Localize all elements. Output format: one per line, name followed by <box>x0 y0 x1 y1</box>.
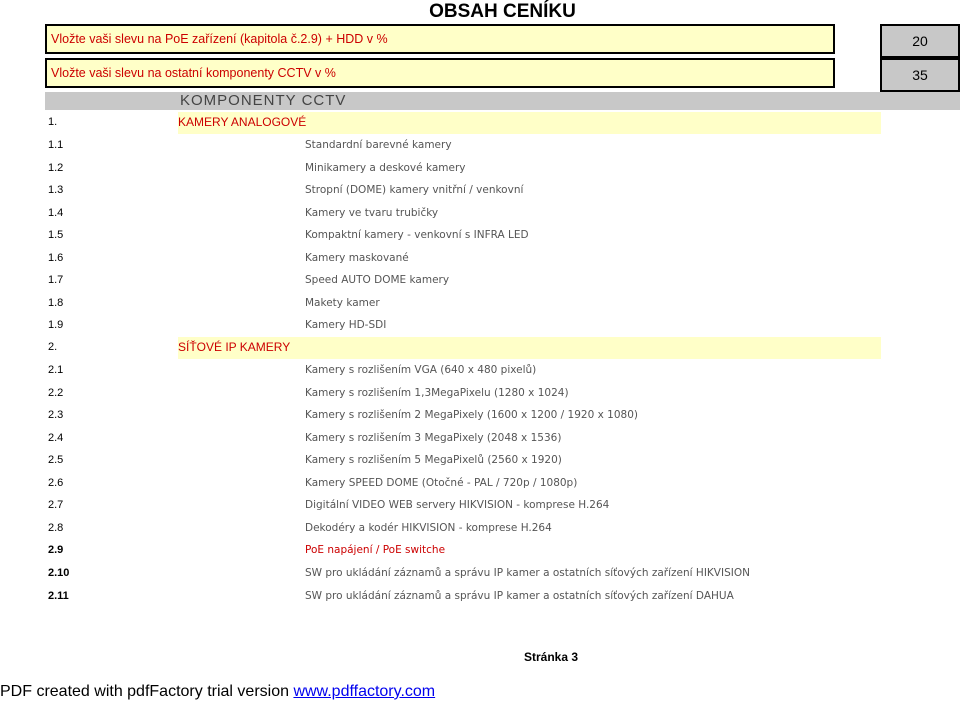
list-item[interactable] <box>0 540 960 562</box>
item-number: 1.4 <box>48 207 64 219</box>
item-number: 2.4 <box>48 432 64 444</box>
footer-text: PDF created with pdfFactory trial version <box>0 683 294 700</box>
item-label[interactable]: Kamery s rozlišením 2 MegaPixely (1600 x 1200 / 1920 x 1080) <box>305 409 638 421</box>
item-label[interactable]: Kamery s rozlišením VGA (640 x 480 pixelů) <box>305 364 537 376</box>
list-item[interactable] <box>0 158 960 180</box>
item-label[interactable]: Digitální VIDEO WEB servery HIKVISION - komprese H.264 <box>305 499 610 511</box>
item-number: 2.1 <box>48 364 64 376</box>
list-item[interactable] <box>0 293 960 315</box>
list-item[interactable] <box>0 135 960 157</box>
list-item[interactable] <box>0 428 960 450</box>
list-item[interactable] <box>0 270 960 292</box>
poe-discount-input[interactable]: 20 <box>880 24 960 58</box>
item-number: 2.8 <box>48 522 64 534</box>
item-number: 2.7 <box>48 499 64 511</box>
list-item[interactable] <box>0 405 960 427</box>
cctv-discount-input[interactable]: 35 <box>880 58 960 92</box>
list-item[interactable] <box>0 495 960 517</box>
item-label[interactable]: SW pro ukládání záznamů a správu IP kamer a ostatních síťových zařízení HIKVISION <box>305 567 750 579</box>
item-number: 1.7 <box>48 274 64 286</box>
section-header <box>45 92 960 110</box>
list-item[interactable] <box>0 518 960 540</box>
item-label[interactable]: Kamery SPEED DOME (Otočné - PAL / 720p / 1080p) <box>305 477 578 489</box>
category-number: 2. <box>48 341 58 353</box>
section-header-label: KOMPONENTY CCTV <box>180 92 347 109</box>
item-number: 2.6 <box>48 477 64 489</box>
item-number: 2.3 <box>48 409 64 421</box>
list-item[interactable] <box>0 473 960 495</box>
list-item[interactable] <box>0 563 960 585</box>
item-label[interactable]: Kamery s rozlišením 1,3MegaPixelu (1280 x 1024) <box>305 387 569 399</box>
item-number: 1.5 <box>48 229 64 241</box>
pdf-footer <box>0 683 435 701</box>
category-row[interactable] <box>0 337 960 359</box>
item-number: 2.2 <box>48 387 64 399</box>
category-number: 1. <box>48 116 58 128</box>
list-item[interactable] <box>0 180 960 202</box>
item-label[interactable]: Kamery HD-SDI <box>305 319 387 331</box>
list-item[interactable] <box>0 225 960 247</box>
list-item[interactable] <box>0 586 960 608</box>
item-label[interactable]: Kamery s rozlišením 5 MegaPixelů (2560 x 1920) <box>305 454 562 466</box>
item-number: 1.1 <box>48 139 64 151</box>
footer-link[interactable]: www.pdffactory.com <box>293 683 436 700</box>
list-item[interactable] <box>0 383 960 405</box>
list-item[interactable] <box>0 360 960 382</box>
item-label[interactable]: Minikamery a deskové kamery <box>305 162 466 174</box>
item-number: 2.9 <box>48 544 64 556</box>
item-label[interactable]: Kamery maskované <box>305 252 409 264</box>
category-label[interactable]: SÍŤOVÉ IP KAMERY <box>178 340 291 354</box>
item-number: 1.2 <box>48 162 64 174</box>
item-number: 1.8 <box>48 297 64 309</box>
list-item[interactable] <box>0 450 960 472</box>
page-number: Stránka 3 <box>524 650 579 664</box>
page-title: OBSAH CENÍKU <box>429 1 576 22</box>
list-item[interactable] <box>0 248 960 270</box>
item-label[interactable]: Kompaktní kamery - venkovní s INFRA LED <box>305 229 529 241</box>
item-number: 1.3 <box>48 184 64 196</box>
item-label[interactable]: Dekodéry a kodér HIKVISION - komprese H.264 <box>305 522 552 534</box>
item-label[interactable]: Standardní barevné kamery <box>305 139 452 151</box>
item-number: 1.9 <box>48 319 64 331</box>
item-label[interactable]: Speed AUTO DOME kamery <box>305 274 450 286</box>
item-label[interactable]: Kamery s rozlišením 3 MegaPixely (2048 x 1536) <box>305 432 562 444</box>
category-row[interactable] <box>0 112 960 134</box>
list-item[interactable] <box>0 315 960 337</box>
item-label[interactable]: Makety kamer <box>305 297 380 309</box>
item-label[interactable]: PoE napájení / PoE switche <box>305 544 446 556</box>
item-number: 2.11 <box>48 590 69 602</box>
cctv-discount-label: Vložte vaši slevu na ostatní komponenty CCTV v % <box>45 58 835 88</box>
item-label[interactable]: Stropní (DOME) kamery vnitřní / venkovní <box>305 184 524 196</box>
item-label[interactable]: SW pro ukládání záznamů a správu IP kamer a ostatních síťových zařízení DAHUA <box>305 590 734 602</box>
category-label[interactable]: KAMERY ANALOGOVÉ <box>178 115 307 129</box>
item-number: 2.5 <box>48 454 64 466</box>
item-label[interactable]: Kamery ve tvaru trubičky <box>305 207 439 219</box>
item-number: 2.10 <box>48 567 70 579</box>
item-number: 1.6 <box>48 252 64 264</box>
poe-discount-label: Vložte vaši slevu na PoE zařízení (kapitola č.2.9) + HDD v % <box>45 24 835 54</box>
list-item[interactable] <box>0 203 960 225</box>
